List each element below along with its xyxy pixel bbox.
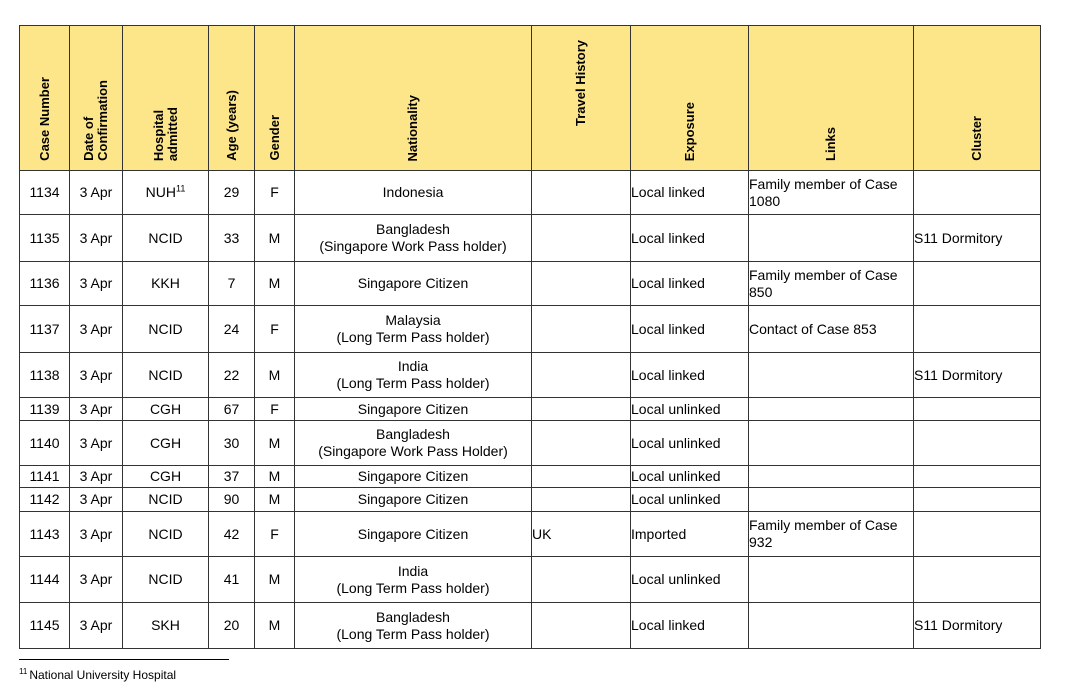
footnote-ref: 11 bbox=[176, 183, 186, 194]
header-age: Age (years) bbox=[209, 26, 255, 171]
cell-age: 42 bbox=[209, 512, 255, 557]
cell-hospital: CGH bbox=[123, 421, 209, 466]
cell-date: 3 Apr bbox=[70, 353, 123, 398]
cell-exposure: Imported bbox=[631, 512, 749, 557]
cell-gender: M bbox=[255, 262, 295, 306]
cell-date: 3 Apr bbox=[70, 398, 123, 421]
cell-age: 67 bbox=[209, 398, 255, 421]
cell-exposure: Local unlinked bbox=[631, 488, 749, 512]
cell-gender: M bbox=[255, 466, 295, 488]
cell-travel-history bbox=[532, 215, 631, 262]
cell-date: 3 Apr bbox=[70, 603, 123, 649]
cell-age: 33 bbox=[209, 215, 255, 262]
table-row bbox=[20, 398, 1041, 421]
table-row bbox=[20, 603, 1041, 649]
cell-case-number: 1145 bbox=[20, 603, 70, 649]
table-body bbox=[20, 171, 1041, 649]
cell-links bbox=[749, 466, 914, 488]
cell-gender: M bbox=[255, 215, 295, 262]
cell-case-number: 1136 bbox=[20, 262, 70, 306]
cell-cluster: S11 Dormitory bbox=[914, 353, 1041, 398]
cell-exposure: Local linked bbox=[631, 171, 749, 215]
footnote-text: National University Hospital bbox=[29, 668, 177, 682]
cell-date: 3 Apr bbox=[70, 557, 123, 603]
header-date: Date of Confirmation bbox=[70, 26, 123, 171]
cell-links bbox=[749, 603, 914, 649]
cell-nationality: Singapore Citizen bbox=[295, 262, 532, 306]
cell-case-number: 1143 bbox=[20, 512, 70, 557]
cell-gender: M bbox=[255, 603, 295, 649]
cell-travel-history bbox=[532, 488, 631, 512]
cell-gender: M bbox=[255, 421, 295, 466]
case-table bbox=[19, 25, 1041, 649]
cell-nationality: India (Long Term Pass holder) bbox=[295, 557, 532, 603]
cell-gender: F bbox=[255, 306, 295, 353]
cell-travel-history bbox=[532, 262, 631, 306]
header-exposure: Exposure bbox=[631, 26, 749, 171]
cell-nationality: Singapore Citizen bbox=[295, 466, 532, 488]
cell-date: 3 Apr bbox=[70, 421, 123, 466]
cell-hospital: NCID bbox=[123, 488, 209, 512]
table-row bbox=[20, 171, 1041, 215]
cell-age: 20 bbox=[209, 603, 255, 649]
cell-gender: F bbox=[255, 171, 295, 215]
table-row bbox=[20, 466, 1041, 488]
cell-exposure: Local linked bbox=[631, 353, 749, 398]
table-row bbox=[20, 488, 1041, 512]
cell-links bbox=[749, 353, 914, 398]
cell-links: Contact of Case 853 bbox=[749, 306, 914, 353]
cell-hospital: NUH$^{11}$ bbox=[123, 171, 209, 215]
cell-cluster bbox=[914, 306, 1041, 353]
footnote bbox=[19, 668, 176, 682]
cell-nationality: Bangladesh (Singapore Work Pass Holder) bbox=[295, 421, 532, 466]
cell-nationality: Bangladesh (Long Term Pass holder) bbox=[295, 603, 532, 649]
cell-cluster bbox=[914, 557, 1041, 603]
header-nationality: Nationality bbox=[295, 26, 532, 171]
cell-links: Family member of Case 850 bbox=[749, 262, 914, 306]
cell-travel-history: UK bbox=[532, 512, 631, 557]
cell-links: Family member of Case 932 bbox=[749, 512, 914, 557]
cell-date: 3 Apr bbox=[70, 488, 123, 512]
cell-case-number: 1140 bbox=[20, 421, 70, 466]
cell-case-number: 1134 bbox=[20, 171, 70, 215]
cell-age: 22 bbox=[209, 353, 255, 398]
cell-links bbox=[749, 421, 914, 466]
cell-case-number: 1141 bbox=[20, 466, 70, 488]
cell-exposure: Local linked bbox=[631, 262, 749, 306]
cell-nationality: Bangladesh (Singapore Work Pass holder) bbox=[295, 215, 532, 262]
cell-hospital: KKH bbox=[123, 262, 209, 306]
cell-cluster: S11 Dormitory bbox=[914, 215, 1041, 262]
cell-age: 90 bbox=[209, 488, 255, 512]
cell-hospital: NCID bbox=[123, 306, 209, 353]
header-row bbox=[20, 26, 1041, 171]
cell-cluster bbox=[914, 488, 1041, 512]
table-row bbox=[20, 262, 1041, 306]
cell-exposure: Local linked bbox=[631, 603, 749, 649]
header-case-number: Case Number bbox=[20, 26, 70, 171]
cell-age: 41 bbox=[209, 557, 255, 603]
cell-exposure: Local unlinked bbox=[631, 557, 749, 603]
cell-links bbox=[749, 557, 914, 603]
header-hospital: Hospital admitted bbox=[123, 26, 209, 171]
cell-links bbox=[749, 488, 914, 512]
header-cluster: Cluster bbox=[914, 26, 1041, 171]
cell-cluster bbox=[914, 398, 1041, 421]
header-links: Links bbox=[749, 26, 914, 171]
cell-cluster bbox=[914, 466, 1041, 488]
footnote-divider bbox=[19, 659, 229, 660]
cell-exposure: Local linked bbox=[631, 215, 749, 262]
cell-cluster bbox=[914, 171, 1041, 215]
cell-cluster bbox=[914, 421, 1041, 466]
cell-cluster bbox=[914, 262, 1041, 306]
cell-gender: F bbox=[255, 512, 295, 557]
cell-exposure: Local unlinked bbox=[631, 398, 749, 421]
cell-cluster bbox=[914, 512, 1041, 557]
table-row bbox=[20, 512, 1041, 557]
cell-date: 3 Apr bbox=[70, 306, 123, 353]
cell-case-number: 1135 bbox=[20, 215, 70, 262]
cell-nationality: India (Long Term Pass holder) bbox=[295, 353, 532, 398]
cell-gender: M bbox=[255, 557, 295, 603]
cell-gender: M bbox=[255, 353, 295, 398]
cell-travel-history bbox=[532, 353, 631, 398]
cell-nationality: Singapore Citizen bbox=[295, 398, 532, 421]
cell-case-number: 1137 bbox=[20, 306, 70, 353]
cell-age: 37 bbox=[209, 466, 255, 488]
cell-links: Family member of Case 1080 bbox=[749, 171, 914, 215]
cell-hospital: CGH bbox=[123, 398, 209, 421]
table-row bbox=[20, 353, 1041, 398]
cell-age: 30 bbox=[209, 421, 255, 466]
cell-hospital: CGH bbox=[123, 466, 209, 488]
cell-gender: M bbox=[255, 488, 295, 512]
cell-case-number: 1138 bbox=[20, 353, 70, 398]
cell-travel-history bbox=[532, 398, 631, 421]
cell-travel-history bbox=[532, 557, 631, 603]
cell-travel-history bbox=[532, 466, 631, 488]
table-row bbox=[20, 421, 1041, 466]
table-row bbox=[20, 215, 1041, 262]
cell-age: 7 bbox=[209, 262, 255, 306]
cell-travel-history bbox=[532, 603, 631, 649]
cell-hospital: NCID bbox=[123, 353, 209, 398]
cell-date: 3 Apr bbox=[70, 466, 123, 488]
table-row bbox=[20, 306, 1041, 353]
cell-travel-history bbox=[532, 171, 631, 215]
cell-age: 24 bbox=[209, 306, 255, 353]
cell-nationality: Indonesia bbox=[295, 171, 532, 215]
cell-hospital: NCID bbox=[123, 512, 209, 557]
cell-gender: F bbox=[255, 398, 295, 421]
cell-case-number: 1144 bbox=[20, 557, 70, 603]
cell-nationality: Singapore Citizen bbox=[295, 512, 532, 557]
cell-hospital: NCID bbox=[123, 557, 209, 603]
cell-cluster: S11 Dormitory bbox=[914, 603, 1041, 649]
cell-case-number: 1142 bbox=[20, 488, 70, 512]
cell-exposure: Local unlinked bbox=[631, 466, 749, 488]
cell-age: 29 bbox=[209, 171, 255, 215]
cell-date: 3 Apr bbox=[70, 262, 123, 306]
cell-case-number: 1139 bbox=[20, 398, 70, 421]
cell-hospital: NCID bbox=[123, 215, 209, 262]
cell-travel-history bbox=[532, 306, 631, 353]
header-gender: Gender bbox=[255, 26, 295, 171]
cell-links bbox=[749, 398, 914, 421]
header-travel-history: Travel History bbox=[532, 26, 631, 171]
footnote-mark: 11 bbox=[19, 667, 28, 676]
cell-date: 3 Apr bbox=[70, 215, 123, 262]
cell-hospital: SKH bbox=[123, 603, 209, 649]
table-row bbox=[20, 557, 1041, 603]
cell-links bbox=[749, 215, 914, 262]
cell-travel-history bbox=[532, 421, 631, 466]
cell-exposure: Local linked bbox=[631, 306, 749, 353]
cell-exposure: Local unlinked bbox=[631, 421, 749, 466]
cell-nationality: Singapore Citizen bbox=[295, 488, 532, 512]
cell-nationality: Malaysia (Long Term Pass holder) bbox=[295, 306, 532, 353]
cell-date: 3 Apr bbox=[70, 512, 123, 557]
cell-date: 3 Apr bbox=[70, 171, 123, 215]
